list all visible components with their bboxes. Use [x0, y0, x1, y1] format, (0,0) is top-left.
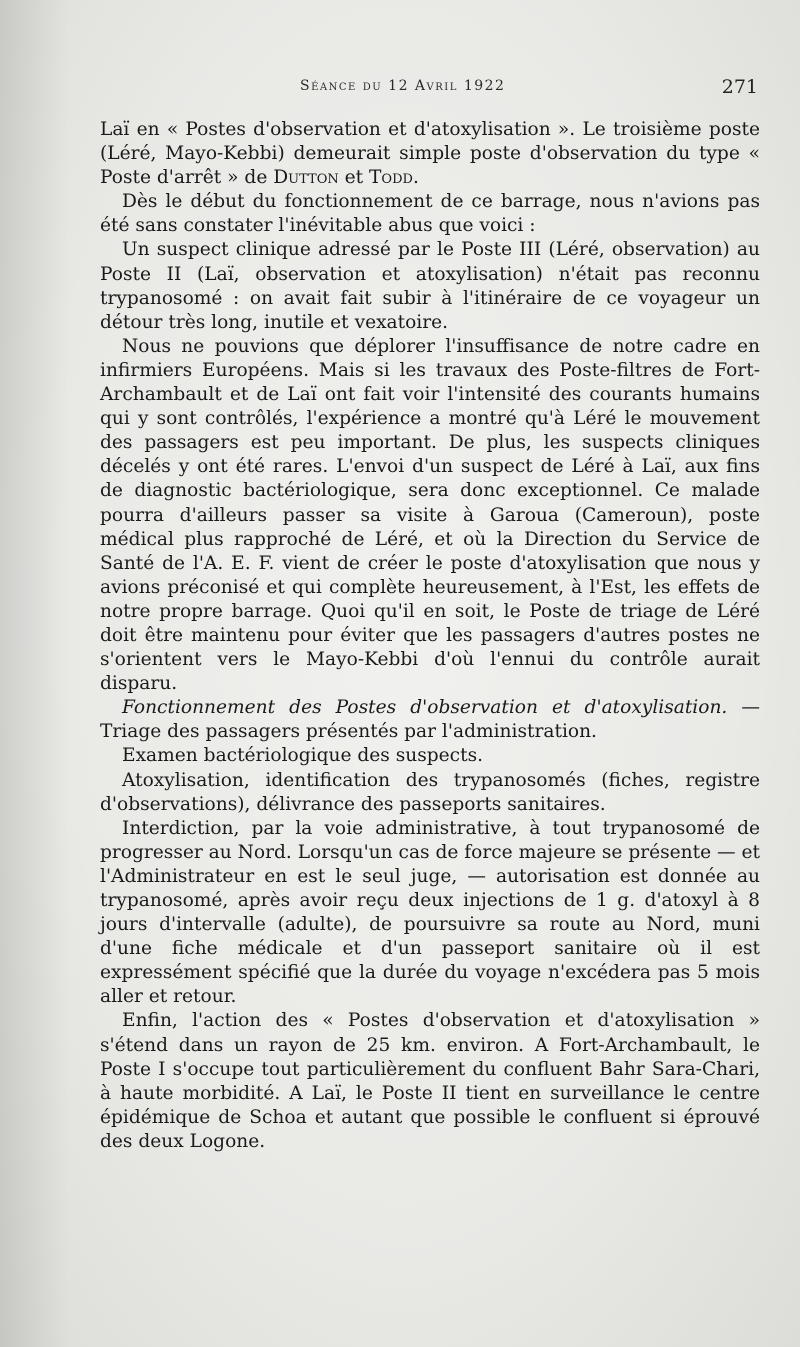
- author-name-todd: Todd: [369, 167, 413, 189]
- running-title: Séance du 12 Avril 1922: [300, 78, 506, 94]
- paragraph-3: Un suspect clinique adressé par le Poste III (Léré, observation) au Poste II (Laï, observation et atoxylisation) n'était pas reconnu trypanosomé : on avait fait subir à l'itinéraire de ce voyageur un détour très long, inutile et vexatoire.: [100, 239, 760, 333]
- page-number: 271: [721, 76, 758, 98]
- gutter-shadow: [0, 0, 70, 1347]
- paragraph-8: Interdiction, par la voie administrative, à tout trypanosomé de progresser au Nord. Lorsqu'un cas de force majeure se présente — et l'Administrateur en est le seul juge, — autorisation est donnée au trypanosomé, après avoir reçu deux injections de 1 g. d'atoxyl à 8 jours d'intervalle (adulte), de poursuivre sa route au Nord, muni d'une fiche médicale et d'un passeport sanitaire où il est expressément spécifié que la durée du voyage n'excédera pas 5 mois aller et retour.: [100, 817, 760, 1008]
- paragraph-9: Enfin, l'action des « Postes d'observation et d'atoxylisation » s'étend dans un rayon de 25 km. environ. A Fort-Archambault, le Poste I s'occupe tout particulièrement du confluent Bahr Sara-Chari, à haute morbidité. A Laï, le Poste II tient en surveillance le centre épidémique de Schoa et autant que possible le confluent si éprouvé des deux Logone.: [100, 1010, 760, 1152]
- author-name-dutton: Dutton: [273, 167, 339, 189]
- paragraph-7: Atoxylisation, identification des trypanosomés (fiches, registre d'observations), délivrance des passeports sanitaires.: [100, 769, 760, 815]
- paragraph-1-connector: et: [338, 167, 370, 189]
- paragraph-1: [100, 118, 760, 190]
- paragraph-1-end: .: [412, 167, 419, 189]
- section-heading: Fonctionnement des Postes d'observation et d'atoxylisation.: [122, 697, 728, 719]
- paragraph-4: Nous ne pouvions que déplorer l'insuffisance de notre cadre en infirmiers Européens. Mais si les travaux des Poste-filtres de Fort-Archambault et de Laï ont fait voir l'intensité des courants humains qui y sont contrôlés, l'expérience a montré qu'à Léré le mouvement des passagers est peu important. De plus, les suspects cliniques décelés y ont été rares. L'envoi d'un suspect de Léré à Laï, aux fins de diagnostic bactériologique, sera donc exceptionnel. Ce malade pourra d'ailleurs passer sa visite à Garoua (Cameroun), poste médical plus rapproché de Léré, et où la Direction du Service de Santé de l'A. E. F. vient de créer le poste d'atoxylisation que nous y avions préconisé et qui complète heureusement, à l'Est, les effets de notre propre barrage. Quoi qu'il en soit, le Poste de triage de Léré doit être maintenu pour éviter que les passagers d'autres postes ne s'orientent vers le Mayo-Kebbi d'où l'ennui du contrôle aurait disparu.: [100, 335, 760, 695]
- paragraph-2: Dès le début du fonctionnement de ce barrage, nous n'avions pas été sans constater l'inévitable abus que voici :: [100, 191, 760, 237]
- paragraph-6: Examen bactériologique des suspects.: [122, 745, 484, 767]
- paragraph-5: [100, 696, 760, 744]
- running-head: [100, 78, 758, 108]
- paragraph-5-text: — Triage des passagers présentés par l'administration.: [100, 697, 760, 743]
- paragraph-1-text: Laï en « Postes d'observation et d'atoxylisation ». Le troisième poste (Léré, Mayo-Kebbi) demeurait simple poste d'observation du type « Poste d'arrêt » de: [100, 119, 760, 189]
- body-text: [100, 118, 760, 1154]
